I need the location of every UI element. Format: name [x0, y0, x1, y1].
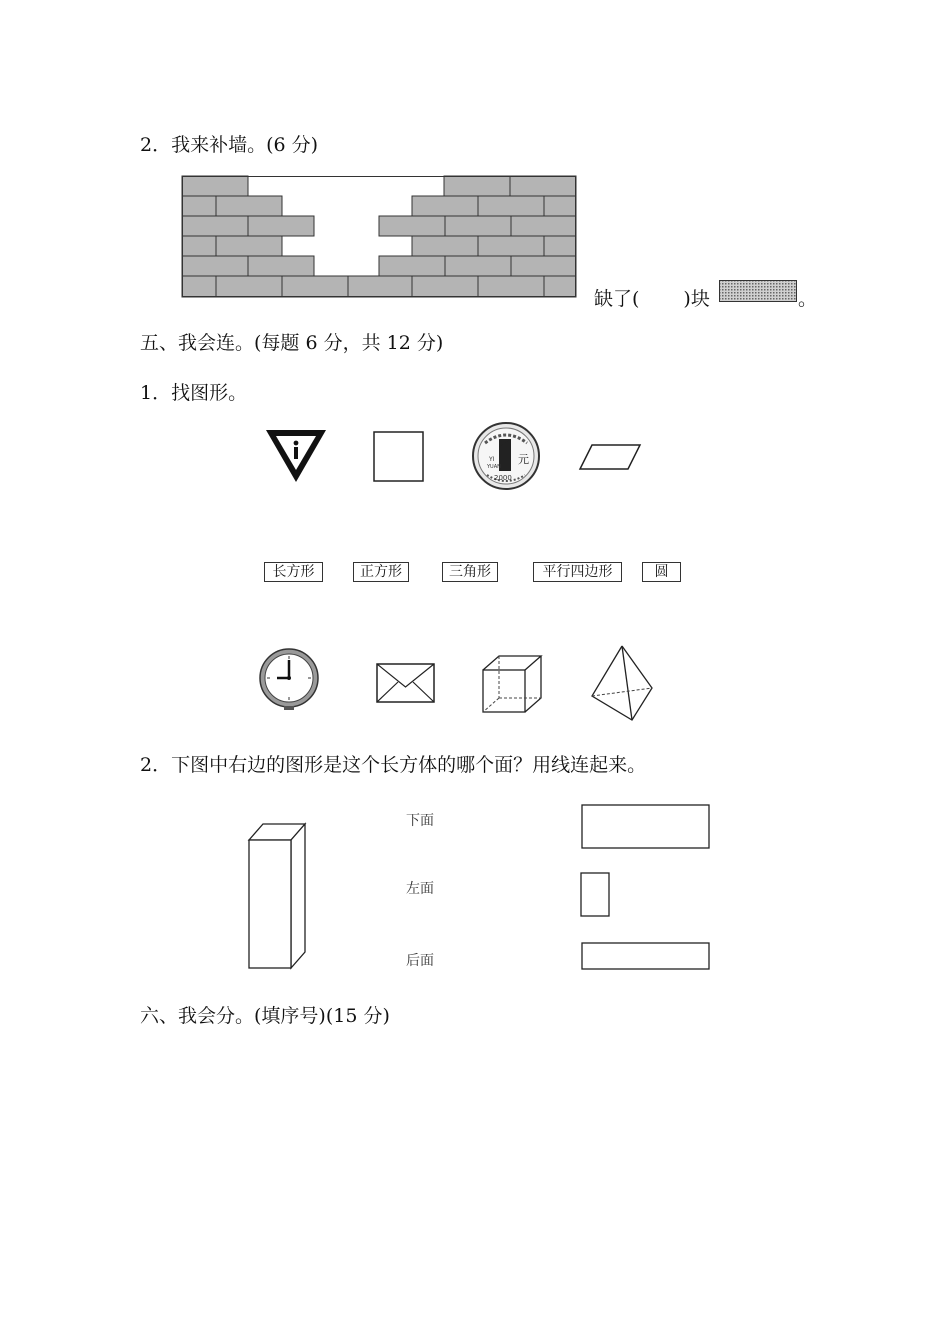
answer-end: 。: [798, 288, 818, 310]
brick: [348, 276, 412, 297]
brick: [544, 236, 576, 256]
q2-wall-title: 2．我来补墙。(6 分): [140, 134, 319, 156]
face-shape-wide[interactable]: [581, 804, 711, 850]
cube-icon: [481, 654, 543, 714]
brick: [182, 216, 248, 236]
brick: [182, 196, 216, 216]
label-triangle[interactable]: 三角形: [442, 562, 498, 582]
parallelogram-icon: [578, 443, 642, 471]
label-parallelogram[interactable]: 平行四边形: [533, 562, 622, 582]
face-shape-thin[interactable]: [581, 942, 711, 971]
brick: [478, 236, 544, 256]
brick-sample-icon: [719, 280, 797, 302]
envelope-icon: [376, 663, 436, 703]
q1-title: 1．找图形。: [140, 382, 248, 404]
brick: [182, 276, 216, 297]
brick: [478, 196, 544, 216]
wall-answer: [594, 284, 710, 311]
brick: [216, 196, 282, 216]
answer-prefix: 缺了(: [594, 288, 640, 310]
brick: [182, 176, 248, 196]
brick: [511, 216, 576, 236]
cuboid-icon: [246, 822, 308, 970]
q2-faces-title: 2．下图中右边的图形是这个长方体的哪个面？用线连起来。: [140, 754, 647, 776]
label-circle[interactable]: 圆: [642, 562, 681, 582]
svg-text:YI: YI: [489, 456, 495, 463]
answer-suffix: )块: [683, 288, 710, 310]
brick: [445, 216, 511, 236]
square-icon: [373, 431, 425, 483]
tetrahedron-icon: [590, 644, 654, 722]
face-label-bottom[interactable]: 下面: [406, 813, 434, 829]
brick: [282, 276, 348, 297]
yield-sign-icon: [264, 428, 328, 484]
brick: [182, 256, 248, 276]
svg-text:YUAN: YUAN: [487, 464, 501, 470]
section6-heading: 六、我会分。(填序号)(15 分): [140, 1005, 390, 1027]
brick: [379, 256, 445, 276]
brick: [248, 256, 314, 276]
brick: [478, 276, 544, 297]
coin-year: 2000: [494, 474, 512, 482]
brick: [511, 256, 576, 276]
brick: [412, 236, 478, 256]
face-label-left[interactable]: 左面: [406, 881, 434, 897]
brick: [216, 276, 282, 297]
brick: [445, 256, 511, 276]
brick: [412, 196, 478, 216]
label-rectangle[interactable]: 长方形: [264, 562, 323, 582]
coin-unit: 元: [518, 453, 529, 466]
brick: [412, 276, 478, 297]
face-shape-small[interactable]: [580, 872, 611, 918]
brick-wall: [182, 176, 577, 298]
clock-icon: [258, 648, 320, 710]
brick: [444, 176, 510, 196]
brick: [510, 176, 576, 196]
brick: [544, 276, 576, 297]
brick: [248, 216, 314, 236]
section5-heading: 五、我会连。(每题 6 分，共 12 分): [140, 332, 444, 354]
brick: [216, 236, 282, 256]
brick: [182, 236, 216, 256]
brick: [544, 196, 576, 216]
brick: [379, 216, 445, 236]
label-square[interactable]: 正方形: [353, 562, 409, 582]
face-label-back[interactable]: 后面: [406, 953, 434, 969]
